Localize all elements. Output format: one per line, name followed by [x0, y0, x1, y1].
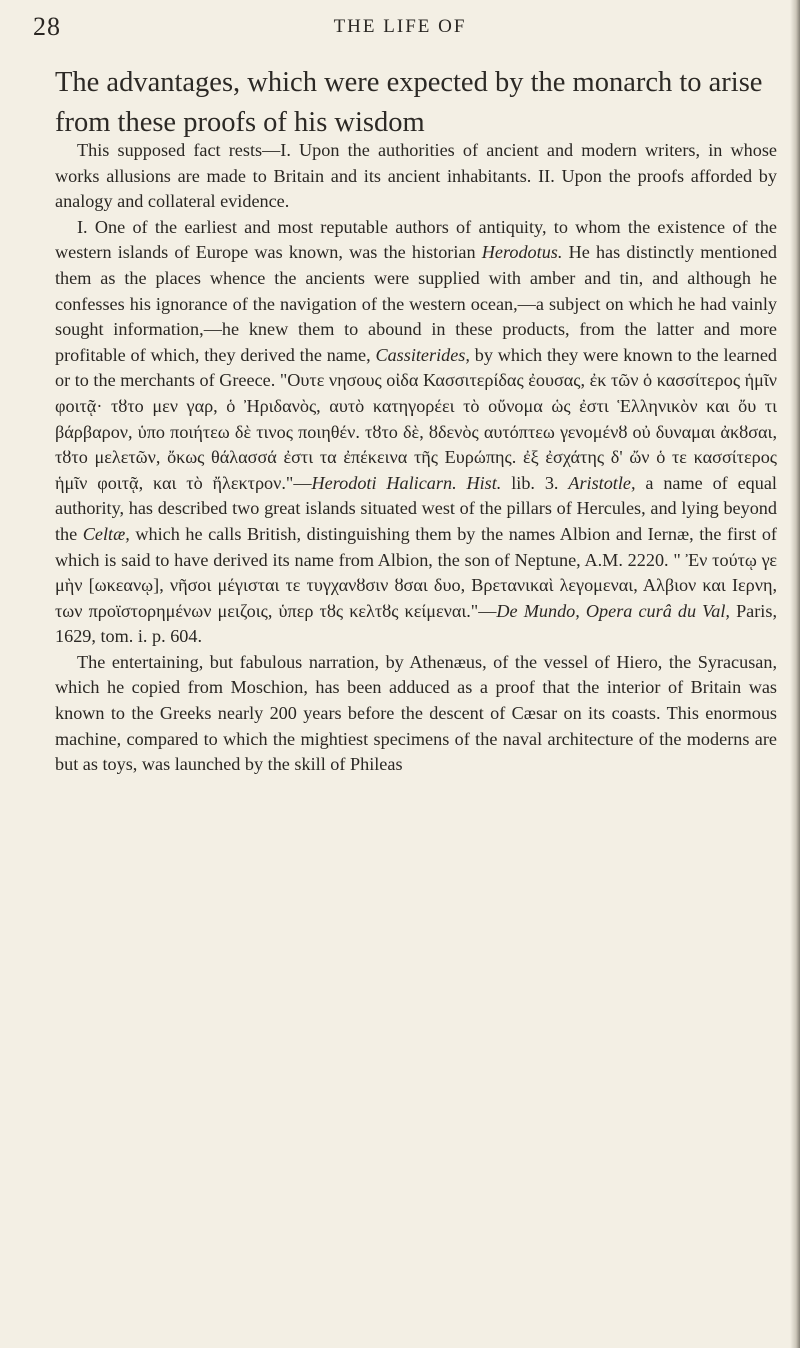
author-name: Herodotus. [481, 242, 563, 263]
paragraph [55, 650, 777, 778]
people-name: Celtæ, [82, 523, 130, 544]
citation: Herodoti Halicarn. Hist. [311, 472, 502, 493]
section-heading: The advantages, which were expected by the monarch to arise from these proofs of his wisdom [55, 67, 763, 138]
body-text [55, 138, 777, 778]
greek-quotation: by which they were known to the learned or to the merchants of Greece. "Ουτε νησους οἰδα Κασσιτερίδας ἐουσας, ἐκ τῶν ὁ κασσίτερος ἡμῖν φοιτᾷ· τȣτο μεν γαρ, ὁ Ἠριδανὸς, αυτὸ κατηγορέει τὸ οὔνομα ὡς ἐστι Ἑλληνικὸν και ὄυ τι βάρβαρον, ὑπο ποιήτεω δὲ τινος ποιηθέν. τȣτο δὲ, ȣδενὸς αυτόπτεω γενομένȣ οὐ δυναμαι ἀκȣσαι, τȣτο μελετῶν, ὄκως θάλασσά ἐστι τα ἐπέκεινα τῆς Ευρώπης. ἐξ ἐσχάτης δ' ὤν ὁ τε κασσίτερος ἡμῖν φοιτᾷ, και τὸ ἤλεκτρον."— [55, 344, 777, 493]
author-name: Aristotle, [568, 472, 636, 493]
text-span: lib. 3. [501, 472, 569, 493]
citation: De Mundo, Opera curâ du Val, [496, 600, 730, 621]
page-edge-shadow [790, 0, 800, 1348]
greek-quotation: which he calls British, distinguishing them by the names Albion and Iernæ, the first of which is said to have derived its name from Albion, the son of Neptune, A.M. 2220. " Ἐν τούτῳ γε μὴν [ωκεανῳ], νῆσοι μέγισται τε τυγχανȣσιν ȣσαι δυο, Βρετανικαὶ λεγομεναι, Αλβιον και Ιερνη, των προϊστορημένων μειζοις, ὑπερ τȣς κελτȣς κείμεναι."— [55, 523, 777, 621]
text-span: The entertaining, but fabulous narration, by Athenæus, of the vessel of Hiero, the Syracusan, which he copied from Moschion, has been adduced as a proof that the interior of Britain was known to the Greeks nearly 200 years before the descent of Cæsar on its coasts. This enormous machine, compared to which the mightiest specimens of the naval architecture of the moderns are but as toys, was launched by the skill of Phileas [55, 651, 777, 775]
page-number: 28 [33, 12, 61, 41]
text-span: He has distinctly mentioned them as the places whence the ancients were supplied with amber and tin, and although he confesses his ignorance of the navigation of the western ocean,—a subject on which he had vainly sought information,—he knew them to abound in these products, from the latter and more profitable of which, they derived the name, [55, 242, 778, 365]
paragraph [55, 215, 777, 650]
text-span: I. One of the earliest and most reputable authors of antiquity, to whom the existence of the western islands of Europe was known, was the historian [55, 216, 777, 263]
text-span: Paris, 1629, tom. i. p. 604. [55, 600, 777, 647]
place-name: Cassiterides, [375, 344, 470, 365]
paragraph [55, 138, 777, 215]
text-span: a name of equal authority, has described two great islands situated west of the pillars of Hercules, and lying beyond the [55, 472, 777, 544]
text-span: This supposed fact rests—I. Upon the authorities of ancient and modern writers, in whose works allusions are made to Britain and its ancient inhabitants. II. Upon the proofs afforded by analogy and collateral evidence. [55, 140, 777, 212]
running-head: THE LIFE OF [333, 16, 467, 37]
